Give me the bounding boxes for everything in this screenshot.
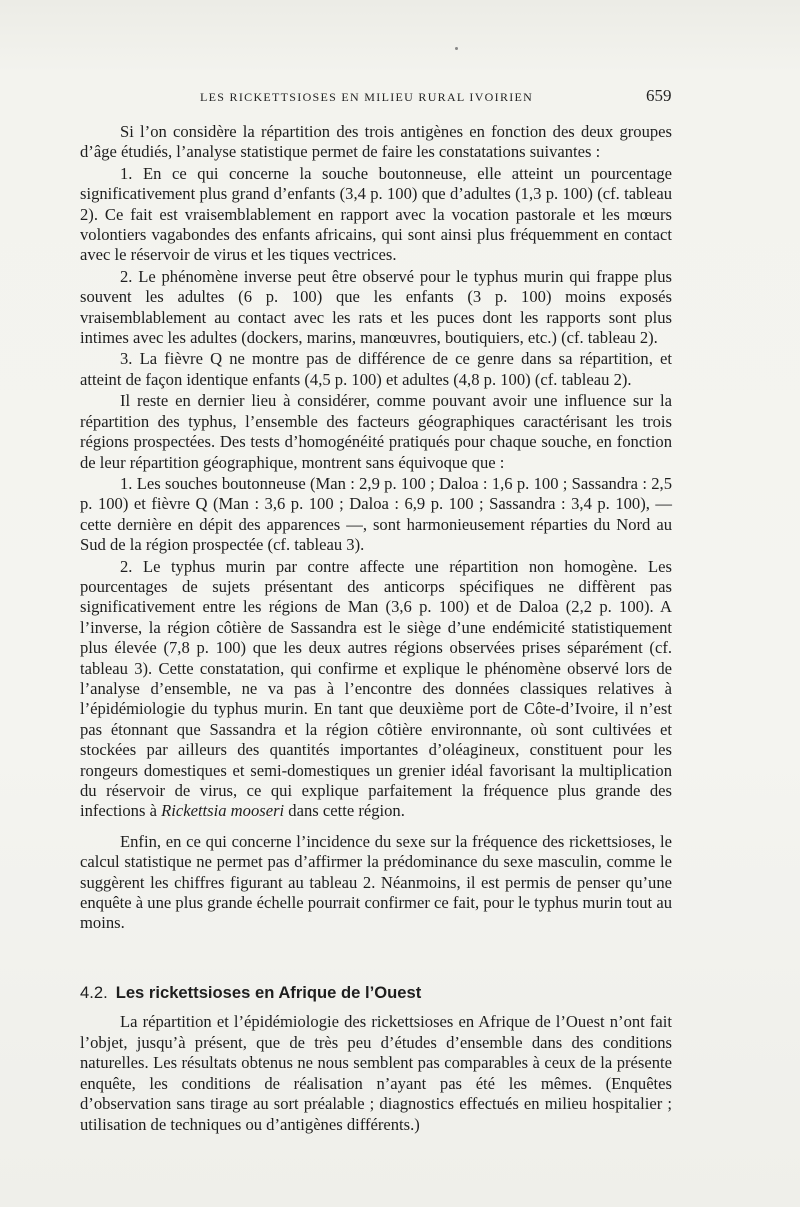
paragraph-typhus-non-homogene <box>80 557 672 822</box>
section-title: Les rickettsioses en Afrique de l’Ouest <box>115 983 422 1002</box>
section-number: 4.2. <box>80 983 108 1002</box>
paragraph-intro: Si l’on considère la répartition des trois antigènes en fonction des deux groupes d’âge étudiés, l’analyse statistique permet de faire les constatations suivantes : <box>80 122 672 162</box>
body-text <box>80 122 672 934</box>
paragraph-boutonneuse: 1. En ce qui concerne la souche boutonneuse, elle atteint un pourcentage significativement plus grand d’enfants (3,4 p. 100) que d’adultes (1,3 p. 100) (cf. tableau 2). Ce fait est vraisemblablement en rapport avec la vocation pastorale et les mœurs volontiers vagabondes des enfants africains, qui sont ainsi plus fréquemment en contact avec le réservoir de virus et les tiques vectrices. <box>80 163 672 265</box>
paragraph-afrique-ouest: La répartition et l’épidémiologie des rickettsioses en Afrique de l’Ouest n’ont fait l’objet, jusqu’à présent, que de très peu d’études d’ensemble dans des conditions naturelles. Les résultats obtenus ne nous semblent pas comparables à ceux de la présente enquête, les conditions de réalisation n’ayant pas été les mêmes. (Enquêtes d’observation sans tirage au sort préalable ; diagnostics effectués en milieu hospitalier ; utilisation de techniques ou d’antigènes différents.) <box>80 1012 672 1134</box>
print-speck <box>455 47 458 50</box>
paragraph-fievre-q: 3. La fièvre Q ne montre pas de différence de ce genre dans sa répartition, et atteint de façon identique enfants (4,5 p. 100) et adultes (4,8 p. 100) (cf. tableau 2). <box>80 349 672 389</box>
paragraph-text-end: dans cette région. <box>284 801 405 821</box>
paragraph-text: 2. Le typhus murin par contre affecte une répartition non homogène. Les pourcentages de sujets présentant des anticorps spécifiques ne diffèrent pas significativement entre les régions de Man (3,6 p. 100) et de Daloa (2,2 p. 100). A l’inverse, la région côtière de Sassandra est le siège d’une endémicité statistiquement plus élevée (7,8 p. 100) que les deux autres régions observées prises séparément (cf. tableau 3). Cette constatation, qui confirme et explique le phénomène observé lors de l’analyse d’ensemble, ne va pas à l’encontre des données classiques relatives à l’épidémiologie du typhus murin. En tant que deuxième port de Côte-d’Ivoire, il n’est pas étonnant que Sassandra et la région côtière environnante, où sont cultivées et stockées par ailleurs des quantités importantes d’oléagineux, constituent pour les rongeurs domestiques et semi-domestiques un grenier idéal favorisant la multiplication du réservoir de virus, ce qui explique parfaitement la fréquence plus grande des infections à <box>80 556 672 821</box>
running-title: LES RICKETTSIOSES EN MILIEU RURAL IVOIRIEN <box>200 90 534 104</box>
paragraph-sexe: Enfin, en ce qui concerne l’incidence du sexe sur la fréquence des rickettsioses, le calcul statistique ne permet pas d’affirmer la prédominance du sexe masculin, comme le suggèrent les chiffres figurant au tableau 2. Néanmoins, il est permis de penser qu’une enquête à une plus grande échelle pourrait confirmer ce fait, pour le typhus murin tout au moins. <box>80 831 672 933</box>
paragraph-souches-homogenes: 1. Les souches boutonneuse (Man : 2,9 p. 100 ; Daloa : 1,6 p. 100 ; Sassandra : 2,5 p. 100) et fièvre Q (Man : 3,6 p. 100 ; Daloa : 6,9 p. 100 ; Sassandra : 3,4 p. 100), — cette dernière en dépit des apparences —, sont harmonieusement réparties du Nord au Sud de la région prospectée (cf. tableau 3). <box>80 473 672 555</box>
paragraph-geographie: Il reste en dernier lieu à considérer, comme pouvant avoir une influence sur la répartition des typhus, l’ensemble des facteurs géographiques caractérisant les trois régions prospectées. Des tests d’homogénéité pratiqués pour chaque souche, en fonction de leur répartition géographique, montrent sans équivoque que : <box>80 391 672 472</box>
page-number: 659 <box>646 86 672 105</box>
section-body-text <box>80 1012 672 1136</box>
species-name: Rickettsia mooseri <box>161 801 285 821</box>
section-heading <box>80 983 672 1003</box>
paragraph-typhus-murin: 2. Le phénomène inverse peut être observé pour le typhus murin qui frappe plus souvent les adultes (6 p. 100) que les enfants (3 p. 100) moins exposés vraisemblablement au contact avec les rats et les puces dont les rapports sont plus intimes avec les adultes (dockers, marins, manœuvres, boutiquiers, etc.) (cf. tableau 2). <box>80 266 672 348</box>
